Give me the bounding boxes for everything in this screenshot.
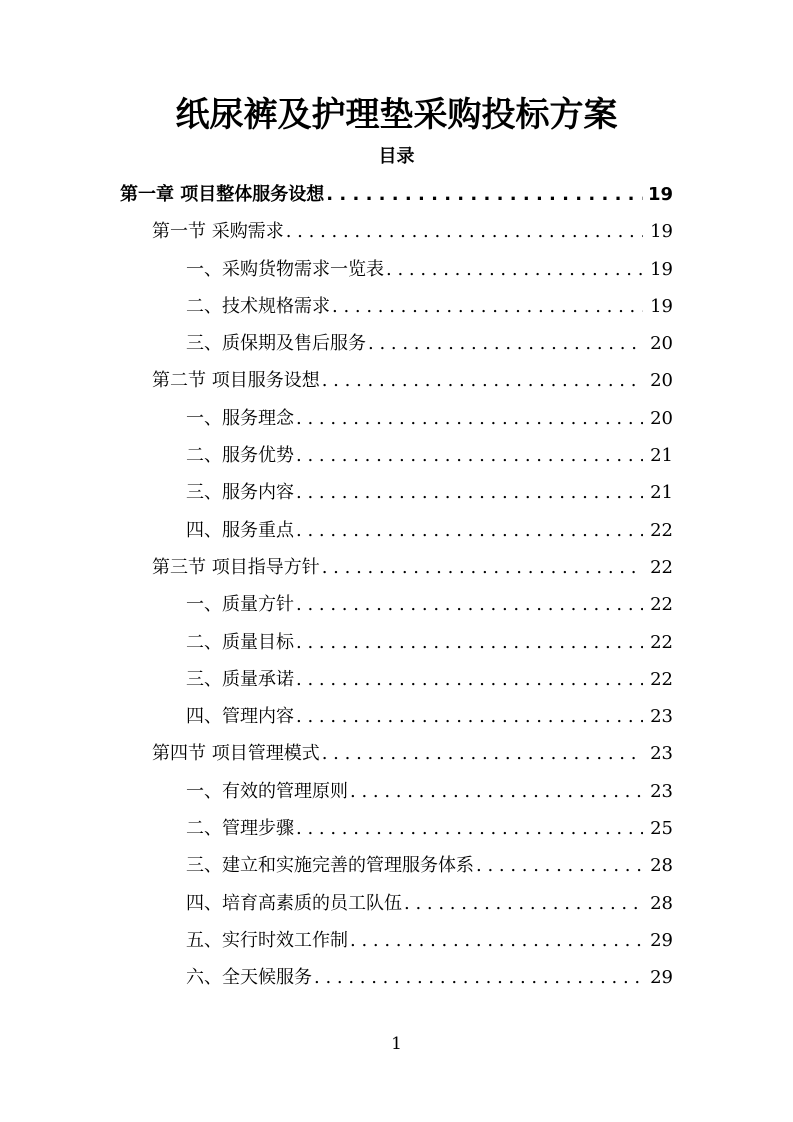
toc-entry-page: 21	[650, 445, 673, 467]
toc-entry-section-3[interactable]	[0, 549, 793, 586]
toc-entry-page: 29	[650, 967, 673, 989]
toc-entry-item[interactable]	[0, 922, 793, 959]
toc-entry-item[interactable]	[0, 325, 793, 362]
toc-entry-section-2[interactable]	[0, 362, 793, 399]
toc-entry-item[interactable]	[0, 847, 793, 884]
toc-dot-leader	[314, 959, 643, 996]
toc-entry-label: 第三节 项目指导方针	[152, 556, 320, 578]
toc-entry-page: 21	[650, 482, 673, 504]
toc-dot-leader	[326, 176, 643, 213]
toc-dot-leader	[296, 586, 643, 623]
toc-entry-label: 二、质量目标	[186, 631, 294, 653]
toc-dot-leader	[386, 251, 643, 288]
toc-entry-label: 三、服务内容	[186, 482, 294, 504]
toc-entry-chapter-1[interactable]	[0, 176, 793, 213]
toc-entry-item[interactable]	[0, 474, 793, 511]
toc-dot-leader	[296, 512, 643, 549]
page-number: 1	[391, 1034, 402, 1054]
toc-entry-label: 六、全天候服务	[186, 967, 312, 989]
toc-dot-leader	[404, 885, 643, 922]
toc-entry-item[interactable]	[0, 959, 793, 996]
toc-entry-page: 19	[650, 295, 673, 317]
toc-entry-page: 22	[650, 631, 673, 653]
toc-dot-leader	[296, 698, 643, 735]
toc-entry-page: 22	[650, 519, 673, 541]
toc-entry-label: 二、技术规格需求	[186, 295, 330, 317]
toc-entry-page: 25	[650, 818, 673, 840]
toc-entry-page: 22	[650, 668, 673, 690]
toc-entry-section-1[interactable]	[0, 213, 793, 250]
toc-entry-page: 22	[650, 594, 673, 616]
toc-entry-item[interactable]	[0, 586, 793, 623]
table-of-contents	[0, 176, 793, 997]
toc-dot-leader	[296, 400, 643, 437]
toc-dot-leader	[296, 474, 643, 511]
toc-dot-leader	[296, 624, 643, 661]
toc-entry-page: 20	[650, 333, 673, 355]
toc-entry-item[interactable]	[0, 437, 793, 474]
toc-entry-item[interactable]	[0, 885, 793, 922]
toc-entry-label: 一、有效的管理原则	[186, 780, 348, 802]
toc-entry-page: 23	[650, 743, 673, 765]
toc-entry-item[interactable]	[0, 512, 793, 549]
toc-entry-label: 二、管理步骤	[186, 818, 294, 840]
toc-entry-label: 一、采购货物需求一览表	[186, 258, 384, 280]
toc-entry-label: 一、质量方针	[186, 594, 294, 616]
toc-entry-page: 19	[647, 184, 673, 205]
toc-entry-label: 三、质保期及售后服务	[186, 333, 366, 355]
toc-entry-label: 二、服务优势	[186, 445, 294, 467]
toc-dot-leader	[296, 437, 643, 474]
toc-dot-leader	[322, 735, 643, 772]
toc-entry-page: 20	[650, 407, 673, 429]
toc-entry-page: 23	[650, 780, 673, 802]
toc-dot-leader	[322, 549, 643, 586]
toc-entry-label: 四、管理内容	[186, 706, 294, 728]
toc-entry-page: 28	[650, 855, 673, 877]
toc-entry-page: 28	[650, 892, 673, 914]
toc-dot-leader	[286, 213, 643, 250]
toc-entry-section-4[interactable]	[0, 735, 793, 772]
toc-entry-label: 四、培育高素质的员工队伍	[186, 892, 402, 914]
toc-dot-leader	[296, 810, 643, 847]
toc-entry-label: 三、建立和实施完善的管理服务体系	[186, 855, 474, 877]
toc-dot-leader	[322, 362, 643, 399]
toc-entry-page: 23	[650, 706, 673, 728]
toc-dot-leader	[476, 847, 643, 884]
toc-entry-label: 第一节 采购需求	[152, 221, 284, 243]
toc-entry-page: 20	[650, 370, 673, 392]
toc-dot-leader	[296, 661, 643, 698]
toc-entry-label: 第四节 项目管理模式	[152, 743, 320, 765]
toc-entry-label: 第一章 项目整体服务设想	[120, 184, 325, 205]
toc-entry-item[interactable]	[0, 288, 793, 325]
toc-entry-label: 五、实行时效工作制	[186, 929, 348, 951]
toc-entry-label: 四、服务重点	[186, 519, 294, 541]
toc-entry-label: 三、质量承诺	[186, 668, 294, 690]
toc-dot-leader	[332, 288, 643, 325]
toc-entry-item[interactable]	[0, 661, 793, 698]
toc-entry-item[interactable]	[0, 624, 793, 661]
toc-entry-item[interactable]	[0, 810, 793, 847]
toc-dot-leader	[350, 922, 643, 959]
toc-entry-label: 第二节 项目服务设想	[152, 370, 320, 392]
toc-entry-item[interactable]	[0, 400, 793, 437]
toc-entry-page: 19	[650, 221, 673, 243]
toc-entry-item[interactable]	[0, 251, 793, 288]
toc-entry-page: 29	[650, 929, 673, 951]
toc-entry-page: 22	[650, 556, 673, 578]
toc-heading: 目录	[378, 146, 415, 167]
toc-dot-leader	[350, 773, 643, 810]
toc-entry-label: 一、服务理念	[186, 407, 294, 429]
toc-entry-item[interactable]	[0, 773, 793, 810]
toc-dot-leader	[368, 325, 643, 362]
document-title: 纸尿裤及护理垫采购投标方案	[175, 95, 618, 135]
toc-entry-item[interactable]	[0, 698, 793, 735]
toc-entry-page: 19	[650, 258, 673, 280]
